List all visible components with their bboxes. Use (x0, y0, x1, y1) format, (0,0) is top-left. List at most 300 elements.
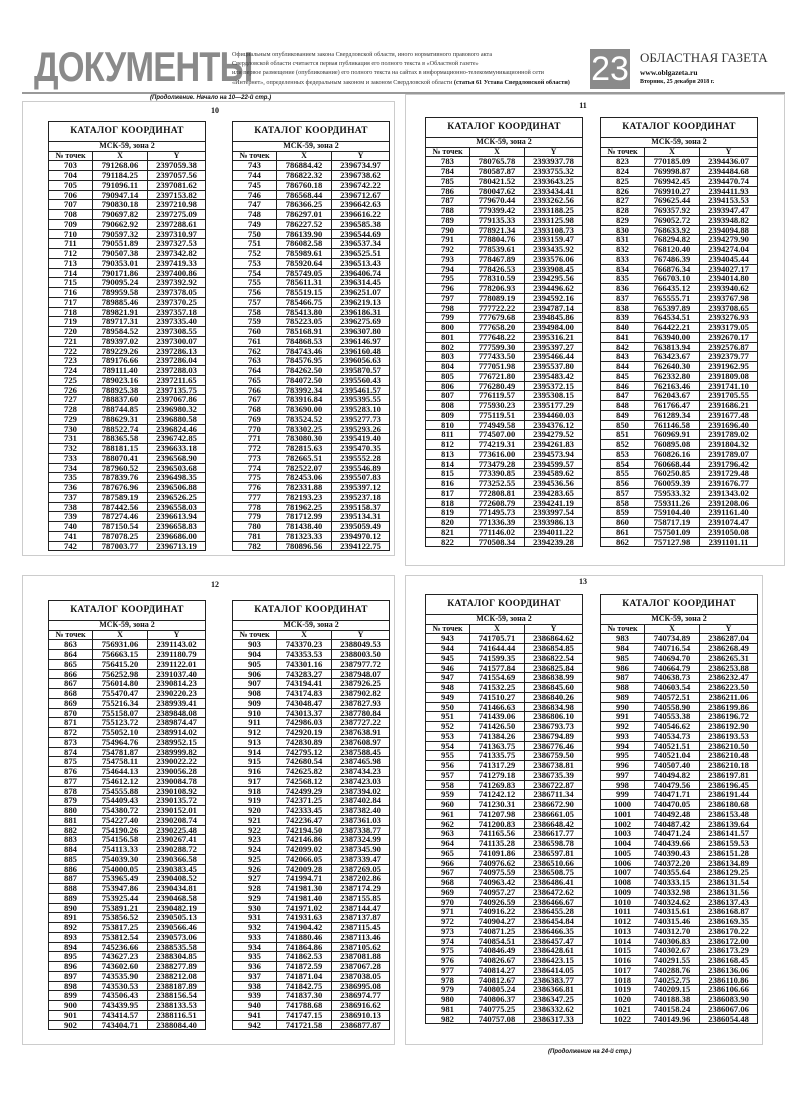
coord-x: 790697.82 (93, 210, 148, 220)
point-number: 1000 (601, 800, 645, 810)
point-number: 905 (233, 659, 277, 669)
point-number: 758 (233, 307, 277, 317)
table-row (233, 913, 390, 923)
coord-y: 2396498.35 (148, 473, 206, 483)
coord-x: 788365.58 (93, 434, 148, 444)
table-row (233, 757, 390, 767)
coord-y: 2394460.03 (525, 410, 583, 420)
point-number: 864 (49, 650, 93, 660)
coord-y: 2387948.07 (332, 669, 390, 679)
coord-y: 2386825.84 (525, 663, 583, 673)
table-row (426, 303, 583, 313)
table-row (49, 650, 206, 660)
table-row (49, 835, 206, 845)
coord-x: 790551.89 (93, 239, 148, 249)
point-number: 992 (601, 722, 645, 732)
coord-y: 2387155.85 (332, 893, 390, 903)
table-row (601, 215, 758, 225)
coord-x: 741135.28 (470, 839, 525, 849)
coord-y: 2391789.02 (700, 430, 758, 440)
coord-y: 2396506.88 (148, 483, 206, 493)
point-number: 801 (426, 332, 470, 342)
point-number: 727 (49, 395, 93, 405)
point-number: 789 (426, 215, 470, 225)
coord-y: 2396742.22 (332, 180, 390, 190)
coord-x: 755216.34 (93, 698, 148, 708)
point-number: 937 (233, 971, 277, 981)
table-row (233, 854, 390, 864)
coord-y: 2396712.67 (332, 190, 390, 200)
point-number: 908 (233, 689, 277, 699)
table-row (233, 698, 390, 708)
table-row (233, 991, 390, 1001)
coord-y: 2396738.62 (332, 171, 390, 181)
coord-y: 2386265.31 (700, 653, 758, 663)
coord-y: 2386466.35 (525, 926, 583, 936)
point-number: 732 (49, 444, 93, 454)
coord-x: 786366.25 (277, 200, 332, 210)
point-number: 1004 (601, 839, 645, 849)
coord-x: 742680.54 (277, 757, 332, 767)
coord-x: 760668.44 (645, 459, 700, 469)
coord-x: 742009.28 (277, 864, 332, 874)
point-number: 755 (233, 278, 277, 288)
point-number: 830 (601, 225, 645, 235)
coord-x: 741981.30 (277, 884, 332, 894)
coord-y: 2393708.65 (700, 303, 758, 313)
table-title: КАТАЛОГ КООРДИНАТ (426, 118, 583, 138)
coord-y: 2397392.92 (148, 278, 206, 288)
coord-y: 2386428.61 (525, 946, 583, 956)
coord-x: 788837.60 (93, 395, 148, 405)
coord-x: 785611.31 (277, 278, 332, 288)
coord-y: 2395546.89 (332, 463, 390, 473)
table-row (233, 767, 390, 777)
point-number: 795 (426, 274, 470, 284)
table-row (233, 219, 390, 229)
point-number: 953 (426, 731, 470, 741)
coord-y: 2387727.22 (332, 718, 390, 728)
point-number: 977 (426, 965, 470, 975)
table-row (426, 722, 583, 732)
coord-x: 785749.05 (277, 268, 332, 278)
coord-y: 2397059.38 (148, 161, 206, 171)
coord-y: 2386232.47 (700, 673, 758, 683)
table-row (49, 366, 206, 376)
table-row (233, 258, 390, 268)
coord-y: 2386253.88 (700, 663, 758, 673)
point-number: 849 (601, 410, 645, 420)
notice-text: «Интернет», определенных федеральным законом и законом Свердловской области (232, 78, 453, 86)
coord-y: 2396880.58 (148, 414, 206, 424)
coord-x: 789023.16 (93, 375, 148, 385)
coord-x: 785413.80 (277, 307, 332, 317)
coord-x: 741577.84 (470, 663, 525, 673)
table-row (233, 405, 390, 415)
point-number: 962 (426, 819, 470, 829)
table-row (601, 692, 758, 702)
table-row (426, 430, 583, 440)
coord-x: 786139.90 (277, 229, 332, 239)
col-header-number: № точек (233, 151, 277, 161)
coord-x: 743404.71 (93, 1020, 148, 1030)
coord-x: 769910.27 (645, 186, 700, 196)
coord-y: 2387977.72 (332, 659, 390, 669)
coord-y: 2386598.78 (525, 839, 583, 849)
coord-y: 2397275.09 (148, 210, 206, 220)
table-row (601, 907, 758, 917)
coord-y: 2386617.77 (525, 829, 583, 839)
point-number: 894 (49, 942, 93, 952)
table-row (49, 249, 206, 259)
table-row (426, 371, 583, 381)
table-row (601, 245, 758, 255)
table-row (233, 444, 390, 454)
coord-y: 2395537.80 (525, 362, 583, 372)
col-header-x: X (470, 147, 525, 157)
table-row (601, 926, 758, 936)
point-number: 729 (49, 414, 93, 424)
coord-y: 2397288.61 (148, 219, 206, 229)
table-row (426, 800, 583, 810)
coord-y: 2391962.95 (700, 362, 758, 372)
table-row (233, 434, 390, 444)
coord-y: 2386834.98 (525, 702, 583, 712)
col-header-y: Y (332, 151, 390, 161)
table-row (426, 956, 583, 966)
table-row (49, 463, 206, 473)
point-number: 939 (233, 991, 277, 1001)
point-number: 875 (49, 757, 93, 767)
coord-y: 2386191.44 (700, 790, 758, 800)
coord-y: 2386457.47 (525, 936, 583, 946)
table-row (426, 839, 583, 849)
table-row (233, 492, 390, 502)
coord-y: 2393908.45 (525, 264, 583, 274)
coord-x: 768633.92 (645, 225, 700, 235)
table-row (426, 391, 583, 401)
point-number: 780 (233, 522, 277, 532)
coord-y: 2386180.68 (700, 800, 758, 810)
table-row (601, 761, 758, 771)
coord-x: 788522.74 (93, 424, 148, 434)
coord-x: 762163.46 (645, 381, 700, 391)
table-row (601, 1014, 758, 1024)
coord-y: 2396633.18 (148, 444, 206, 454)
table-row (601, 653, 758, 663)
table-row (233, 952, 390, 962)
coord-x: 754156.58 (93, 835, 148, 845)
coord-y: 2395308.15 (525, 391, 583, 401)
coord-x: 740288.76 (645, 965, 700, 975)
point-number: 1007 (601, 868, 645, 878)
coord-x: 753947.86 (93, 884, 148, 894)
coord-x: 787839.76 (93, 473, 148, 483)
coord-y: 2386141.57 (700, 829, 758, 839)
coord-x: 743301.16 (277, 659, 332, 669)
coord-x: 741788.68 (277, 1001, 332, 1011)
coord-y: 2395059.49 (332, 522, 390, 532)
coord-x: 741931.63 (277, 913, 332, 923)
coord-y: 2396616.22 (332, 210, 390, 220)
table-row (233, 806, 390, 816)
coord-x: 770508.34 (470, 537, 525, 547)
table-row (49, 512, 206, 522)
coord-y: 2387115.45 (332, 923, 390, 933)
table-row (426, 440, 583, 450)
point-number: 921 (233, 815, 277, 825)
point-number: 955 (426, 751, 470, 761)
table-row (601, 488, 758, 498)
coord-y: 2394411.93 (700, 186, 758, 196)
point-number: 975 (426, 946, 470, 956)
table-row (233, 327, 390, 337)
point-number: 728 (49, 405, 93, 415)
table-row (426, 673, 583, 683)
coord-x: 741862.53 (277, 952, 332, 962)
coord-y: 2392379.77 (700, 352, 758, 362)
point-number: 934 (233, 942, 277, 952)
table-row (426, 215, 583, 225)
table-row (601, 975, 758, 985)
table-row (426, 342, 583, 352)
table-row (233, 541, 390, 551)
website-link[interactable]: www.oblgazeta.ru (640, 68, 698, 77)
point-number: 730 (49, 424, 93, 434)
point-number: 880 (49, 806, 93, 816)
coord-y: 2397211.65 (148, 375, 206, 385)
coord-x: 781962.25 (277, 502, 332, 512)
point-number: 773 (233, 453, 277, 463)
coord-x: 788925.38 (93, 385, 148, 395)
point-number: 988 (601, 683, 645, 693)
coord-x: 759104.40 (645, 508, 700, 518)
table-row (426, 167, 583, 177)
point-number: 832 (601, 245, 645, 255)
coord-y: 2394274.04 (700, 245, 758, 255)
coord-x: 740355.64 (645, 868, 700, 878)
point-number: 863 (49, 640, 93, 650)
coord-x: 777599.30 (470, 342, 525, 352)
newspaper-name: ОБЛАСТНАЯ ГАЗЕТА (640, 50, 768, 65)
coord-x: 741747.15 (277, 1010, 332, 1020)
point-number: 720 (49, 327, 93, 337)
coord-x: 740315.61 (645, 907, 700, 917)
coord-x: 772608.79 (470, 498, 525, 508)
table-row (233, 1020, 390, 1030)
point-number: 904 (233, 650, 277, 660)
coord-x: 740158.24 (645, 1004, 700, 1014)
coord-x: 771495.73 (470, 508, 525, 518)
table-row (601, 479, 758, 489)
point-number: 980 (426, 995, 470, 1005)
point-number: 799 (426, 313, 470, 323)
coord-x: 769357.92 (645, 206, 700, 216)
table-row (233, 375, 390, 385)
coord-x: 742371.25 (277, 796, 332, 806)
point-number: 713 (49, 258, 93, 268)
table-row (49, 728, 206, 738)
coord-y: 2393997.54 (525, 508, 583, 518)
coord-y: 2391180.79 (148, 650, 206, 660)
table-row (233, 845, 390, 855)
coord-y: 2389939.41 (148, 698, 206, 708)
table-row (601, 469, 758, 479)
coord-x: 772808.81 (470, 488, 525, 498)
coord-x: 740372.20 (645, 858, 700, 868)
coord-x: 787150.54 (93, 522, 148, 532)
coord-x: 773390.85 (470, 469, 525, 479)
issue-date: Вторник, 25 декабря 2018 г. (640, 79, 715, 85)
table-row (426, 975, 583, 985)
coord-x: 740479.56 (645, 780, 700, 790)
coord-x: 742986.03 (277, 718, 332, 728)
coord-x: 789111.40 (93, 366, 148, 376)
column-headers (601, 147, 758, 157)
table-row (601, 995, 758, 1005)
coord-y: 2386454.84 (525, 917, 583, 927)
point-number: 1001 (601, 809, 645, 819)
coord-x: 761146.58 (645, 420, 700, 430)
table-row (49, 444, 206, 454)
table-row (233, 483, 390, 493)
coord-x: 754380.72 (93, 806, 148, 816)
col-header-number: № точек (49, 151, 93, 161)
point-number: 891 (49, 913, 93, 923)
table-row (426, 313, 583, 323)
point-number: 738 (49, 502, 93, 512)
table-row (601, 352, 758, 362)
coord-y: 2386776.46 (525, 741, 583, 751)
point-number: 1016 (601, 956, 645, 966)
point-number: 942 (233, 1020, 277, 1030)
coord-x: 741279.18 (470, 770, 525, 780)
coord-x: 780896.56 (277, 541, 332, 551)
coord-y: 2396406.74 (332, 268, 390, 278)
coord-y: 2390408.52 (148, 874, 206, 884)
point-number: 956 (426, 761, 470, 771)
table-row (233, 689, 390, 699)
coord-y: 2389848.08 (148, 708, 206, 718)
coord-x: 787003.77 (93, 541, 148, 551)
coord-y: 2386136.06 (700, 965, 758, 975)
coord-y: 2386383.77 (525, 975, 583, 985)
table-row (49, 923, 206, 933)
coord-x: 785466.75 (277, 297, 332, 307)
point-number: 768 (233, 405, 277, 415)
table-row (49, 825, 206, 835)
coord-x: 743194.41 (277, 679, 332, 689)
coord-y: 2396525.51 (332, 249, 390, 259)
page-number: 23 (591, 50, 629, 88)
table-row (49, 229, 206, 239)
point-number: 848 (601, 401, 645, 411)
coord-x: 783302.25 (277, 424, 332, 434)
table-row (426, 254, 583, 264)
table-row (49, 414, 206, 424)
column-headers (49, 151, 206, 161)
table-row (426, 225, 583, 235)
point-number: 757 (233, 297, 277, 307)
point-number: 705 (49, 180, 93, 190)
coord-y: 2396568.90 (148, 453, 206, 463)
coord-x: 789397.02 (93, 336, 148, 346)
table-row (601, 663, 758, 673)
table-row (233, 268, 390, 278)
point-number: 924 (233, 845, 277, 855)
coord-y: 2394599.57 (525, 459, 583, 469)
coord-y: 2393643.25 (525, 176, 583, 186)
coord-x: 741705.71 (470, 634, 525, 644)
coord-x: 740805.24 (470, 985, 525, 995)
point-number: 930 (233, 903, 277, 913)
table-row (233, 962, 390, 972)
point-number: 834 (601, 264, 645, 274)
point-number: 737 (49, 492, 93, 502)
coord-x: 755052.10 (93, 728, 148, 738)
coord-x: 754644.13 (93, 767, 148, 777)
column-headers (426, 624, 583, 634)
point-number: 804 (426, 362, 470, 372)
coord-x: 753925.44 (93, 893, 148, 903)
table-row (601, 819, 758, 829)
coord-y: 2387339.47 (332, 854, 390, 864)
table-row (49, 424, 206, 434)
table-row (49, 385, 206, 395)
coord-x: 753817.25 (93, 923, 148, 933)
table-row (601, 848, 758, 858)
coord-y: 2388304.85 (148, 952, 206, 962)
coord-y: 2386168.87 (700, 907, 758, 917)
coord-y: 2386067.06 (700, 1004, 758, 1014)
point-number: 772 (233, 444, 277, 454)
table-row (601, 518, 758, 528)
point-number: 794 (426, 264, 470, 274)
coord-x: 742830.89 (277, 737, 332, 747)
coord-y: 2386672.90 (525, 800, 583, 810)
notice-line: Официальным опубликованием закона Свердловской области, иного нормативного правового акта (232, 51, 493, 58)
col-header-y: Y (148, 151, 206, 161)
coord-y: 2396307.80 (332, 327, 390, 337)
point-number: 721 (49, 336, 93, 346)
point-number: 760 (233, 327, 277, 337)
table-row (49, 757, 206, 767)
point-number: 774 (233, 463, 277, 473)
coord-x: 780765.78 (470, 157, 525, 167)
table-row (426, 780, 583, 790)
coord-x: 778467.89 (470, 254, 525, 264)
coord-y: 2393986.13 (525, 518, 583, 528)
coord-x: 740846.49 (470, 946, 525, 956)
coord-x: 741644.44 (470, 644, 525, 654)
table-row (601, 449, 758, 459)
table-title: КАТАЛОГ КООРДИНАТ (601, 595, 758, 615)
point-number: 869 (49, 698, 93, 708)
table-row (601, 868, 758, 878)
table-row (233, 708, 390, 718)
coord-x: 740312.70 (645, 926, 700, 936)
panel-page-number: 12 (211, 580, 219, 589)
table-row (601, 235, 758, 245)
point-number: 1019 (601, 985, 645, 995)
coord-y: 2395316.21 (525, 332, 583, 342)
point-number: 723 (49, 356, 93, 366)
coord-y: 2395283.10 (332, 405, 390, 415)
coord-y: 2386722.87 (525, 780, 583, 790)
table-row (601, 634, 758, 644)
coord-x: 791184.25 (93, 171, 148, 181)
coord-x: 740209.15 (645, 985, 700, 995)
